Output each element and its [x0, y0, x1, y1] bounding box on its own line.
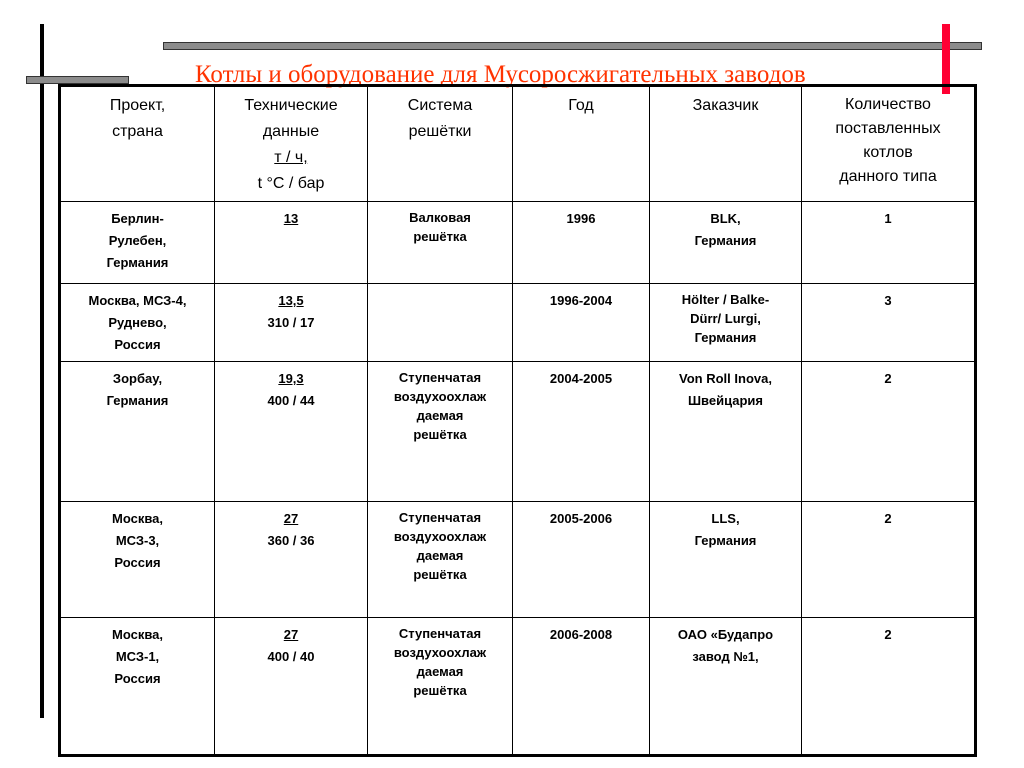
cell-line: ОАО «Будапро: [677, 627, 774, 642]
top-horizontal-bar: [163, 42, 982, 50]
cell-grate: [368, 618, 513, 756]
cell-year: [513, 618, 650, 756]
header-grate: Система решётки: [368, 86, 513, 202]
cell-line: Москва,: [112, 511, 163, 526]
cell-year-text: 2005-2006: [549, 511, 613, 526]
cell-year: [513, 502, 650, 618]
cell-year: [513, 362, 650, 502]
cell-line: решётка: [413, 567, 467, 582]
cell-line: воздухоохлаж: [393, 389, 487, 404]
cell-project: [60, 502, 215, 618]
cell-line: Германия: [106, 393, 169, 408]
cell-line: даемая: [416, 548, 464, 563]
cell-capacity: 19,3: [278, 371, 304, 386]
header-customer: Заказчик: [650, 86, 802, 202]
cell-grate: [368, 502, 513, 618]
cell-line: Dürr/ Lurgi,: [690, 311, 761, 326]
cell-count-text: 2: [884, 511, 892, 526]
table-row: [60, 502, 976, 618]
cell-line: Россия: [114, 555, 161, 570]
cell-tech: [215, 618, 368, 756]
cell-project: [60, 284, 215, 362]
cell-line: МСЗ-3,: [115, 533, 160, 548]
cell-project: [60, 618, 215, 756]
cell-line: Германия: [694, 233, 757, 248]
cell-line: Германия: [106, 255, 169, 270]
cell-line: даемая: [416, 408, 464, 423]
cell-line: завод №1,: [692, 649, 759, 664]
cell-line: LLS,: [711, 511, 740, 526]
cell-count: [802, 202, 976, 284]
cell-count: [802, 502, 976, 618]
cell-line: Швейцария: [687, 393, 763, 408]
cell-year-text: 1996: [566, 211, 596, 226]
cell-year-text: 2006-2008: [549, 627, 613, 642]
cell-line: воздухоохлаж: [393, 529, 487, 544]
cell-count-text: 1: [884, 211, 892, 226]
cell-count-text: 2: [884, 371, 892, 386]
cell-count: [802, 362, 976, 502]
table-row: [60, 284, 976, 362]
cell-line: Ступенчатая: [398, 370, 482, 385]
cell-grate: [368, 202, 513, 284]
cell-line: Москва, МСЗ-4,: [88, 293, 187, 308]
cell-line: решётка: [413, 229, 467, 244]
header-tech: Технические данные т / ч, t °С / бар: [215, 86, 368, 202]
table-header-row: [60, 86, 976, 202]
cell-line: решётка: [413, 427, 467, 442]
cell-line: Москва,: [112, 627, 163, 642]
cell-line: Берлин-: [111, 211, 164, 226]
cell-capacity: 27: [283, 627, 299, 642]
cell-tech: [215, 284, 368, 362]
boiler-table: [58, 84, 977, 757]
left-horizontal-bar: [26, 76, 129, 84]
cell-count-text: 2: [884, 627, 892, 642]
cell-line: Hölter / Balke-: [681, 292, 770, 307]
cell-year: [513, 284, 650, 362]
cell-count: [802, 284, 976, 362]
cell-line: Зорбау,: [112, 371, 163, 386]
table-row: [60, 618, 976, 756]
slide-title: Котлы и оборудование для Мусоросжигательных заводов: [195, 61, 806, 88]
boiler-table-container: [58, 84, 974, 754]
table-row: [60, 362, 976, 502]
cell-line: Германия: [694, 533, 757, 548]
cell-line: Руднево,: [108, 315, 167, 330]
cell-line: Россия: [114, 671, 161, 686]
cell-tech: [215, 362, 368, 502]
cell-line: Ступенчатая: [398, 510, 482, 525]
cell-tech: [215, 502, 368, 618]
header-count: Количество поставленных котлов данного типа: [802, 86, 976, 202]
cell-line: Ступенчатая: [398, 626, 482, 641]
cell-params: 400 / 40: [267, 649, 315, 664]
header-year: Год: [513, 86, 650, 202]
cell-capacity: 13: [283, 211, 299, 226]
cell-line: МСЗ-1,: [115, 649, 160, 664]
left-vertical-rule: [40, 24, 44, 718]
cell-line: Валковая: [409, 210, 471, 225]
cell-capacity: 27: [283, 511, 299, 526]
cell-project: [60, 362, 215, 502]
cell-customer: [650, 502, 802, 618]
cell-year-text: 2004-2005: [549, 371, 613, 386]
cell-line: Россия: [114, 337, 161, 352]
cell-tech: [215, 202, 368, 284]
cell-customer: [650, 618, 802, 756]
cell-line: даемая: [416, 664, 464, 679]
cell-capacity: 13,5: [278, 293, 304, 308]
cell-line: Von Roll Inova,: [679, 371, 772, 386]
cell-grate: [368, 362, 513, 502]
cell-customer: [650, 284, 802, 362]
cell-year-text: 1996-2004: [549, 293, 613, 308]
cell-project: [60, 202, 215, 284]
cell-grate: [368, 284, 513, 362]
cell-line: решётка: [413, 683, 467, 698]
cell-line: Рулебен,: [108, 233, 167, 248]
cell-params: 310 / 17: [267, 315, 315, 330]
table-row: [60, 202, 976, 284]
cell-line: BLK,: [710, 211, 741, 226]
cell-line: воздухоохлаж: [393, 645, 487, 660]
cell-count-text: 3: [884, 293, 892, 308]
cell-customer: [650, 202, 802, 284]
cell-params: 400 / 44: [267, 393, 315, 408]
cell-customer: [650, 362, 802, 502]
header-project: Проект, страна: [60, 86, 215, 202]
cell-line: Германия: [694, 330, 757, 345]
cell-year: [513, 202, 650, 284]
cell-params: 360 / 36: [267, 533, 315, 548]
cell-count: [802, 618, 976, 756]
